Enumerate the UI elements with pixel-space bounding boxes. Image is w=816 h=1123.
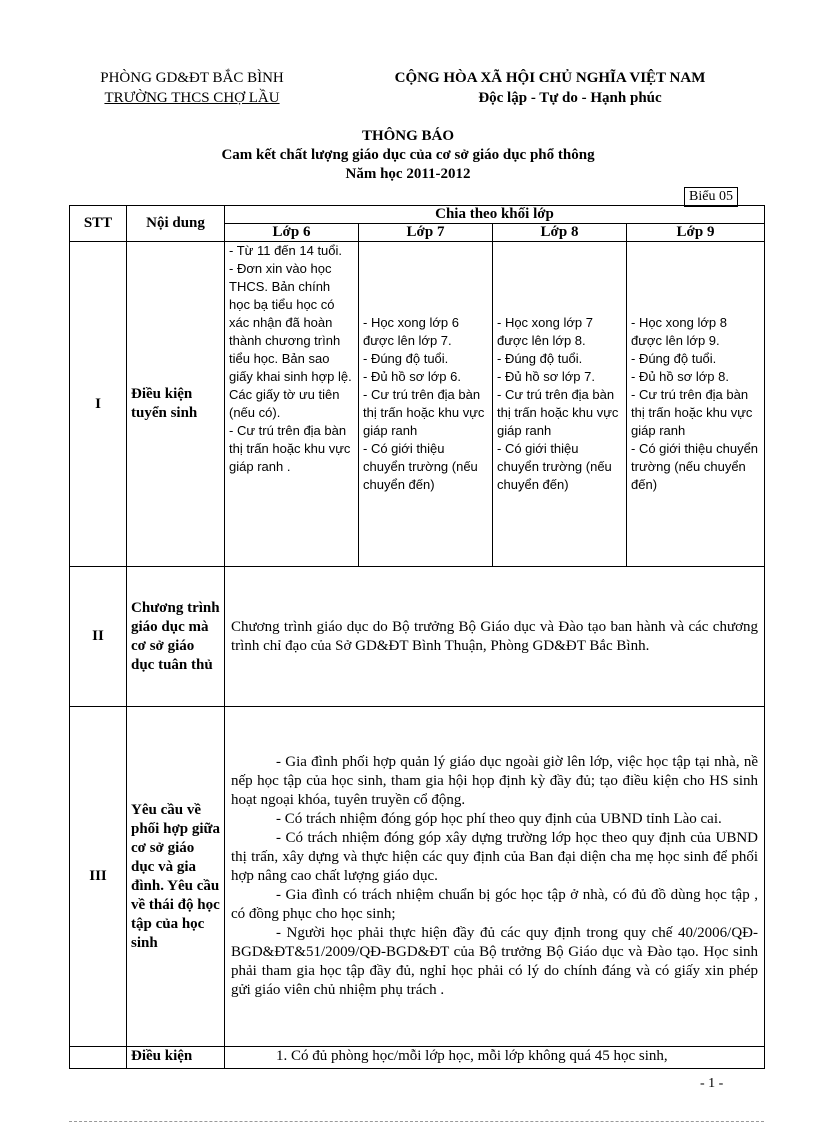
paragraph: - Gia đình có trách nhiệm chuẩn bị góc học tập ở nhà, có đủ đồ dùng học tập , có đồng phục cho học sinh; xyxy=(231,887,759,922)
cell-grade-9: - Học xong lớp 8 được lên lớp 9. - Đúng độ tuổi. - Đủ hồ sơ lớp 8. - Cư trú trên địa bàn thị trấn hoặc khu vực giáp ranh - Có giới thiệu chuyển trường (nếu chuyển đến) xyxy=(627,242,765,567)
header-left xyxy=(62,68,322,108)
row-stt-empty xyxy=(70,1047,127,1069)
paragraph: - Người học phải thực hiện đầy đủ các quy định trong quy chế 40/2006/QĐ-BGD&ĐT&51/2009/QĐ-BGD&ĐT của Bộ trưởng Bộ Giáo dục và Đào tạo. Học sinh phải tham gia học tập đầy đủ, nghỉ học phải có lý do chính đáng và có giấy xin phép gửi giáo viên chủ nhiệm phụ trách . xyxy=(231,925,759,998)
cell-grade-8: - Học xong lớp 7 được lên lớp 8. - Đúng độ tuổi. - Đủ hồ sơ lớp 7. - Cư trú trên địa bàn thị trấn hoặc khu vực giáp ranh - Có giới thiệu chuyển trường (nếu chuyển đến) xyxy=(493,242,627,567)
row-label: Chương trình giáo dục mà cơ sở giáo dục tuân thủ xyxy=(127,567,225,707)
document-title xyxy=(0,127,816,184)
paragraph: 1. Có đủ phòng học/mỗi lớp học, mỗi lớp không quá 45 học sinh, xyxy=(276,1048,668,1064)
row-label: Điều kiện tuyển sinh xyxy=(127,242,225,567)
cell-grade-6: - Từ 11 đến 14 tuổi. - Đơn xin vào học THCS. Bản chính học bạ tiểu học có xác nhận đã hoàn thành chương trình tiểu học. Bản sao giấy khai sinh hợp lệ. Các giấy tờ ưu tiên (nếu có). - Cư trú trên địa bàn thị trấn hoặc khu vực giáp ranh . xyxy=(225,242,359,567)
header-grade-7: Lớp 7 xyxy=(359,224,493,242)
title-line-3: Năm học 2011-2012 xyxy=(345,166,471,182)
row-text: Chương trình giáo dục do Bộ trưởng Bộ Giáo dục và Đào tạo ban hành và các chương trình chỉ đạo của Sở GD&ĐT Bình Thuận, Phòng GD&ĐT Bắc Bình. xyxy=(225,567,765,707)
table-row xyxy=(70,242,765,567)
table-row xyxy=(70,1047,765,1069)
page-number: - 1 - xyxy=(700,1076,724,1091)
table-row xyxy=(70,567,765,707)
form-badge: Biểu 05 xyxy=(684,187,738,207)
header-grade-group: Chia theo khối lớp xyxy=(225,206,765,224)
cell-grade-7: - Học xong lớp 6 được lên lớp 7. - Đúng độ tuổi. - Đủ hồ sơ lớp 6. - Cư trú trên địa bàn thị trấn hoặc khu vực giáp ranh - Có giới thiệu chuyển trường (nếu chuyển đến) xyxy=(359,242,493,567)
row-stt: III xyxy=(70,707,127,1047)
header-grade-9: Lớp 9 xyxy=(627,224,765,242)
footer-divider xyxy=(69,1121,764,1122)
row-label: Yêu cầu về phối hợp giữa cơ sở giáo dục và gia đình. Yêu cầu về thái độ học tập của học sinh xyxy=(127,707,225,1047)
commitment-table xyxy=(69,205,765,1069)
row-paragraphs xyxy=(225,707,765,1047)
header-stt: STT xyxy=(70,206,127,242)
header-content: Nội dung xyxy=(127,206,225,242)
department-name: PHÒNG GD&ĐT BẮC BÌNH xyxy=(100,70,284,86)
paragraph: - Có trách nhiệm đóng góp học phí theo quy định của UBND tỉnh Lào cai. xyxy=(276,811,722,827)
header-grade-8: Lớp 8 xyxy=(493,224,627,242)
row-text xyxy=(225,1047,765,1069)
table-row xyxy=(70,707,765,1047)
paragraph: - Gia đình phối hợp quản lý giáo dục ngoài giờ lên lớp, việc học tập tại nhà, nề nếp học tập của học sinh, tham gia hội họp định kỳ đầy đủ; tạo điều kiện cho HS sinh hoạt ngoại khóa, tuyên truyền cổ động. xyxy=(231,754,759,808)
header-right xyxy=(360,68,740,108)
school-name: TRƯỜNG THCS CHỢ LẦU xyxy=(104,90,280,106)
motto: Độc lập - Tự do - Hạnh phúc xyxy=(478,90,662,106)
row-stt: II xyxy=(70,567,127,707)
row-label: Điều kiện xyxy=(127,1047,225,1069)
row-stt: I xyxy=(70,242,127,567)
header-grade-6: Lớp 6 xyxy=(225,224,359,242)
title-line-2: Cam kết chất lượng giáo dục của cơ sở giáo dục phổ thông xyxy=(221,147,595,163)
paragraph: - Có trách nhiệm đóng góp xây dựng trường lớp học theo quy định của UBND thị trấn, xây dựng và thực hiện các quy định của Ban đại diện cha mẹ học sinh để phối hợp nâng cao chất lượng giáo dục. xyxy=(231,830,759,884)
title-line-1: THÔNG BÁO xyxy=(361,128,455,144)
country-name: CỘNG HÒA XÃ HỘI CHỦ NGHĨA VIỆT NAM xyxy=(394,70,706,86)
